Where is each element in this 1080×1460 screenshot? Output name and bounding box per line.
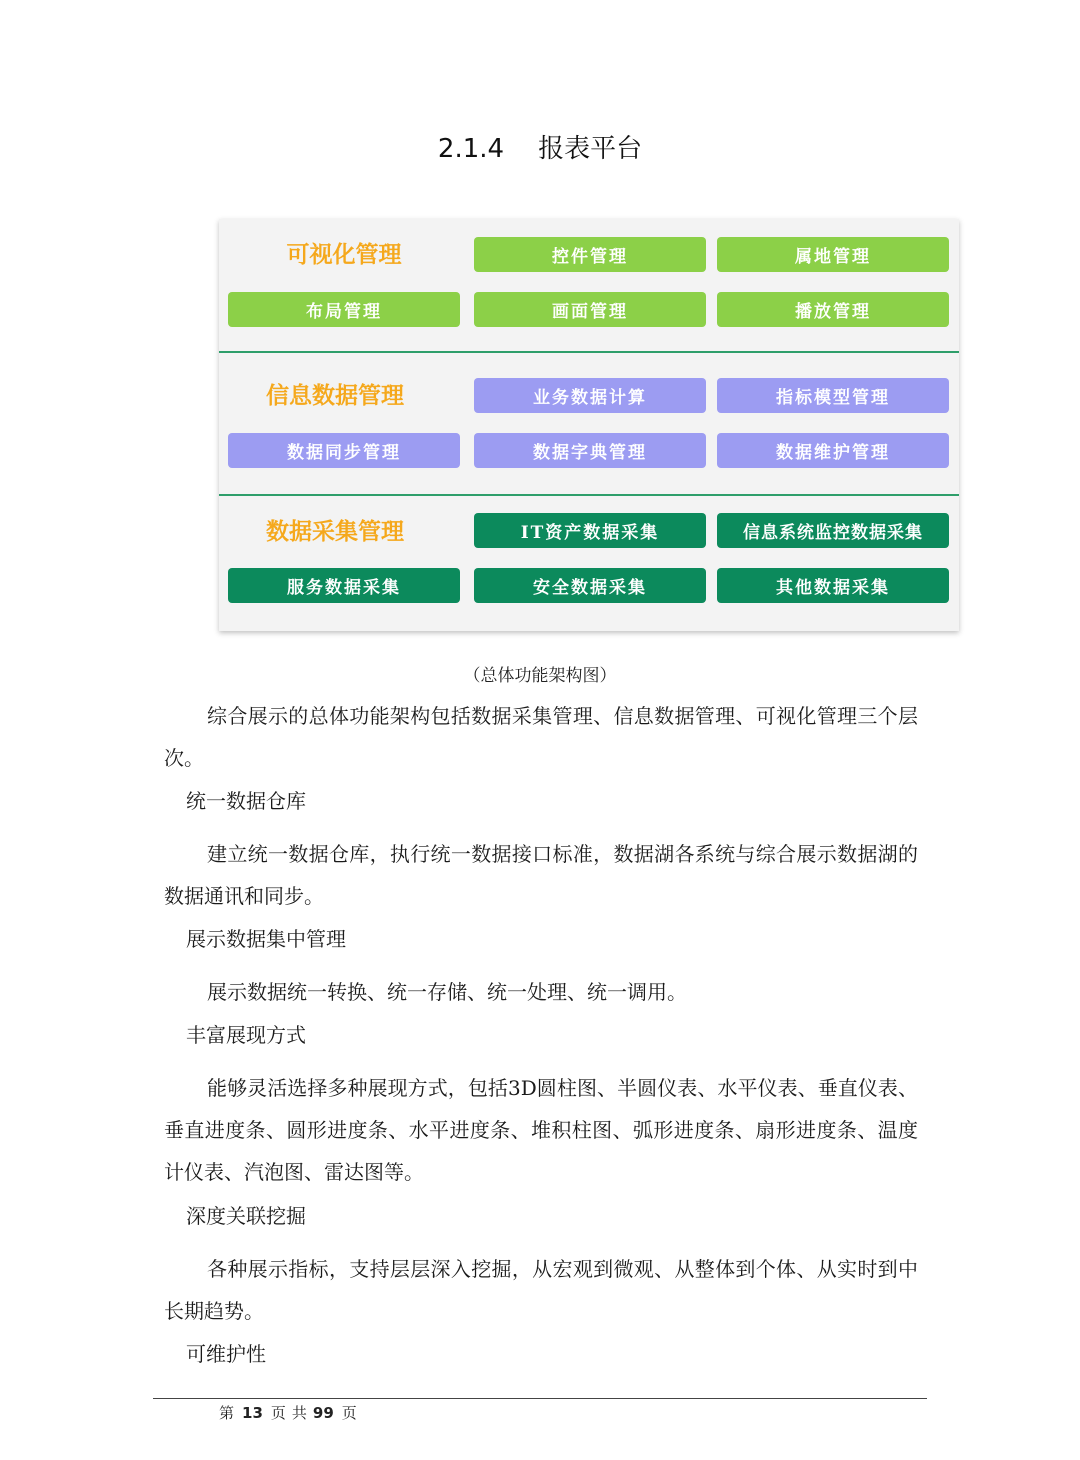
module-playback-management: 播放管理: [717, 292, 949, 327]
layer-separator: [219, 351, 959, 353]
layer-title-visualization: 可视化管理: [286, 242, 402, 268]
module-data-maintenance: 数据维护管理: [717, 433, 949, 468]
subheading-unified-warehouse: 统一数据仓库: [186, 789, 306, 813]
module-control-management: 控件管理: [474, 237, 706, 272]
subheading-maintainability: 可维护性: [186, 1342, 266, 1366]
paragraph-display-modes: 能够灵活选择多种展现方式，包括3D圆柱图、半圆仪表、水平仪表、垂直仪表、垂直进度条、圆形进度条、水平进度条、堆积柱图、弧形进度条、扇形进度条、温度计仪表、汽泡图、雷达图等。: [164, 1076, 918, 1184]
layer-separator: [219, 494, 959, 496]
module-data-sync: 数据同步管理: [228, 433, 460, 468]
paragraph-unified-warehouse: 建立统一数据仓库，执行统一数据接口标准，数据湖各系统与综合展示数据湖的数据通讯和同步。: [164, 842, 918, 908]
page-number: 13: [242, 1404, 263, 1422]
module-security-collection: 安全数据采集: [474, 568, 706, 603]
section-number: 2.1.4: [437, 134, 505, 164]
footer-label: 页: [270, 1404, 286, 1422]
subheading-display-modes: 丰富展现方式: [186, 1023, 306, 1047]
footer-label: 共: [291, 1404, 307, 1422]
footer-label: 第: [219, 1404, 235, 1422]
architecture-diagram: [219, 219, 959, 631]
paragraph-centralized-management: 展示数据统一转换、统一存储、统一处理、统一调用。: [207, 980, 687, 1004]
module-other-collection: 其他数据采集: [717, 568, 949, 603]
module-system-monitor-collection: 信息系统监控数据采集: [717, 513, 949, 548]
layer-title-data-collection: 数据采集管理: [266, 519, 404, 545]
module-business-calc: 业务数据计算: [474, 378, 706, 413]
section-title: 报表平台: [538, 134, 643, 164]
module-it-asset-collection: IT资产数据采集: [474, 513, 706, 548]
layer-title-info-data: 信息数据管理: [266, 383, 404, 409]
paragraph-deep-mining: 各种展示指标，支持层层深入挖掘，从宏观到微观、从整体到个体、从实时到中长期趋势。: [164, 1257, 918, 1323]
module-territory-management: 属地管理: [717, 237, 949, 272]
module-service-collection: 服务数据采集: [228, 568, 460, 603]
module-screen-management: 画面管理: [474, 292, 706, 327]
total-pages: 99: [312, 1404, 334, 1422]
subheading-centralized-management: 展示数据集中管理: [186, 927, 346, 951]
subheading-deep-mining: 深度关联挖掘: [186, 1204, 306, 1228]
footer-label: 页: [341, 1404, 357, 1422]
page-footer: [219, 1402, 357, 1423]
section-heading: [0, 128, 1080, 165]
figure-caption: （总体功能架构图）: [463, 666, 617, 686]
paragraph-intro: 综合展示的总体功能架构包括数据采集管理、信息数据管理、可视化管理三个层次。: [164, 704, 918, 770]
module-layout-management: 布局管理: [228, 292, 460, 327]
footer-divider: [153, 1398, 927, 1399]
module-data-dictionary: 数据字典管理: [474, 433, 706, 468]
module-indicator-model: 指标模型管理: [717, 378, 949, 413]
